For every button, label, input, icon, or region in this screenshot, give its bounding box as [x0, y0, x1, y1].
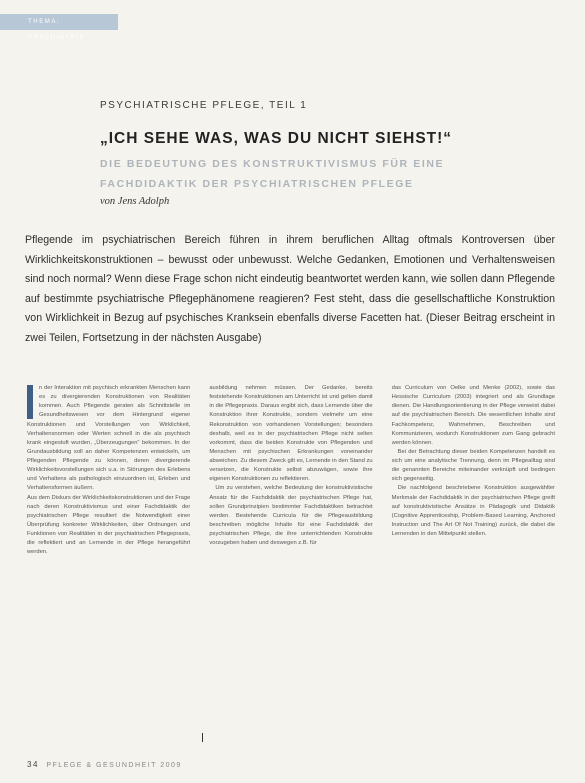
lead-paragraph: Pflegende im psychiatrischen Bereich führen in ihrem beruflichen Alltag oftmals Kontroversen über Wirklichkeitskonstruktionen – bewusst oder unbewusst. Welche Gedanken, Emotionen und Verhaltensweisen sind noch normal? Wenn diese Frage schon nicht eindeutig beantwortet werden kann, wie sollen dann Pflegende auf bestimmte psychiatrische Pflegephänomene reagieren? Fest steht, dass die gesellschaftliche Konstruktion von Wirklichkeit in Bezug auf psychisches Kranksein ebenfalls diverse Facetten hat. (Dieser Beitrag erscheint in zwei Teilen, Fortsetzung in der nächsten Ausgabe): [25, 234, 555, 344]
column-paragraph: Um zu verstehen, welche Bedeutung der konstruktivistische Ansatz für die Fachdidaktik der psychiatrischen Pflege hat, sollen Grundprinzipien bestimmter Fachdidaktiken betrachtet werden. Bestehende Curricula für die Pflegeausbildung beschreiben mögliche Inhalte für eine Fachdidaktik der psychiatrischen Pflege, die ihre unterrichtenden Konstrukte vorzugeben haben und deswegen z.B. für: [209, 485, 373, 547]
column-1: [27, 384, 190, 756]
article-subtitle: DIE BEDEUTUNG DES KONSTRUKTIVISMUS FÜR EINE FACHDIDAKTIK DER PSYCHIATRISCHEN PFLEGE: [100, 158, 445, 190]
column-paragraph: n der Interaktion mit psychisch erkrankten Menschen kann es zu divergierenden Konstruktionen von Realitäten kommen. Auch Pflegende geraten als Schnittstelle im Gesundheitswesen vor dem Hintergrund eigener Konstruktionen und Vorstellungen von Wirklichkeit, Verhaltensnormen oder Werten schnell in die als psychisch krank eingestuft wurden, „Überzeugungen“ bekommen. In der Grundausbildung soll an daher Kompetenzen entwickeln, um Pflegenden Pflegende zu können, deren divergierende Wirklichkeitsvorstellungen sich u.a. in Störungen des Erlebens und Verhaltens als pathologisch einzuordnen ist, Erleben und Verhaltensformen äußern.: [27, 385, 191, 492]
page-footer: [27, 760, 182, 769]
column-2: [209, 384, 372, 756]
column-3: [392, 384, 555, 756]
column-paragraph: Die nachfolgend beschriebene Konstruktion ausgewählter Merkmale der Fachdidaktik in der psychiatrischen Pflege greift auf konstruktivistische Ansätze in Pädagogik und Didaktik (Cognitive Apprenticeship, Problem-Based Learning, Anchored Instruction und The Art Of Not Training) zurück, die dabei die Lernenden in den Mittelpunkt stellen.: [391, 485, 555, 537]
article-title: „ICH SEHE WAS, WAS DU NICHT SIEHST!“: [100, 130, 453, 147]
print-mark: [202, 733, 203, 742]
dropcap-bar: [27, 385, 33, 419]
section-tab: THEMA: PSYCHIATRIE: [0, 14, 118, 30]
issue-label: PFLEGE & GESUNDHEIT 2009: [46, 762, 182, 769]
body-columns: [27, 384, 555, 756]
author-byline: von Jens Adolph: [100, 196, 170, 207]
column-paragraph: ausbildung nehmen müssen. Der Gedanke, bereits feststehende Konstruktionen am Unterricht ist und gelten damit in die Pflegepraxis. Daraus ergibt sich, dass Lernende über die Konstruktion ihrer Konstrukte, sondern vielmehr um eine Rekonstruktion von vorhandenen Vorstellungen; besonders deshalb, weil es in der psychiatrischen Pflege nicht selten vorkommt, dass die beiden Konstrukte von Pflegenden und Menschen mit psychischen Erkrankungen voneinander abweichen. Zu diesem Zweck gilt es, Lernende in den Stand zu versetzen, die Konstrukte selbst abzuwägen, sowie ihre eigenen Konstruktionen zu reflektieren.: [209, 385, 373, 483]
column-paragraph: das Curriculum von Oelke und Menke (2002), sowie das Hessische Curriculum (2003) integriert und als Grundlage dienen. Die Handlungsorientierung in der Pflege verweist dabei auf die psychiatrischen Bereich. Die wesentlichen Inhalte sind Fachkompetenz, Wahrnehmen, Beschreiben und Kommunizieren, wodurch Konstruktionen zum Gang gebracht werden können.: [391, 385, 555, 446]
column-paragraph: Aus dem Diskurs der Wirklichkeitskonstruktionen und der Frage nach deren Konstruktivismus und einer Fachdidaktik der psychiatrischen Pflege resultiert die Notwendigkeit einer Überprüfung konkreter Wirklichkeiten, über Ordnungen und Funktionen von Realitäten in der psychiatrischen Pflegepraxis, die reflektiert und an Lernende in der Pflege herangeführt werden.: [27, 494, 191, 556]
dropcap-paragraph: [27, 384, 190, 494]
series-title: PSYCHIATRISCHE PFLEGE, TEIL 1: [100, 100, 308, 111]
page-number: 34: [27, 760, 39, 769]
column-paragraph: Bei der Betrachtung dieser beiden Kompetenzen handelt es sich um eine analytische Trennung, denn im Pflegealltag sind die genannten Bereiche miteinander verknüpft und bedingen sich gegenseitig.: [391, 448, 555, 483]
